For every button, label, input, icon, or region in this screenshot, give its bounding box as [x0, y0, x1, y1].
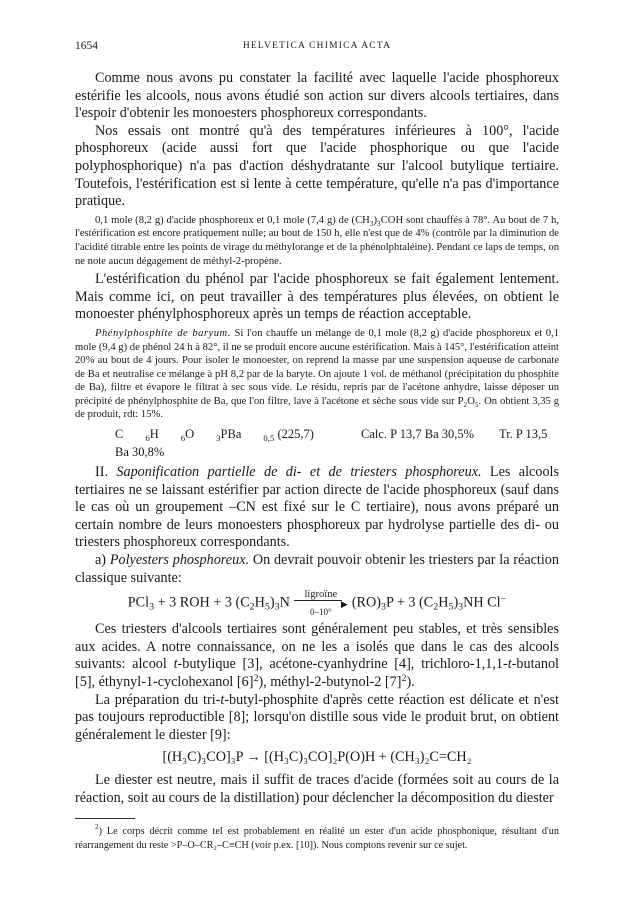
page-number: 1654	[75, 40, 98, 52]
calculated-values: Calc. P 13,7 Ba 30,5%	[361, 427, 475, 442]
paragraph-intro: Comme nous avons pu constater la facilité avec laquelle l'acide phosphoreux estérifie les alcools, nous avons étudié son action sur divers alcools tertiaires, dans l'espoir d'obtenir les monoesters phosphoreux correspondants.	[75, 70, 559, 122]
experimental-note-tbutanol: 0,1 mole (8,2 g) d'acide phosphoreux et 0,1 mole (7,4 g) de $(CH_3)_3COH$ sont chauffés à 78°. Au bout de 7 h, l'estérification est encore pratiquement nulle; au bout de 150 h, elle n'est que de 4% (contrôle par la diminution de l'acidité titrable entre les points de virage du méthylorange et de la phénolphtaléine). Pendant ce laps de temps, on ne note aucun dégagement de méthyl-2-propène.	[75, 214, 559, 267]
page-header	[75, 40, 559, 56]
experimental-note-phenylphosphite: Phénylphosphite de baryum. Si l'on chauffe un mélange de 0,1 mole (8,2 g) d'acide phosphoreux et 0,1 mole (9,4 g) de phénol 24 h à 82°, il ne se produit encore aucune estérification. Mais à 145°, l'estérification atteint 20% au bout de 4 jours. Pour isoler le monoester, on reprend la masse par une suspension aqueuse de carbonate de Ba et neutralise ce mélange à pH 8,2 par de la baryte. On ajoute 1 vol. de méthanol (précipitation du phosphite de Ba), filtre et évapore le filtrat à sec sous vide. Le résidu, repris par de l'acétone anhydre, laisse déposer un précipité de phénylphosphite de Ba, que l'on filtre, lave à l'acétone et sèche sous vide sur $P_2O_5$. On obtient 3,35 g de produit, rdt: 15%.	[75, 327, 559, 421]
analysis-formula	[115, 425, 559, 461]
section-ii-title: Saponification partielle de di- et de triesters phosphoreux.	[116, 464, 482, 481]
subsection-a: a) Polyesters phosphoreux. On devrait pouvoir obtenir les triesters par la réaction classique suivante:	[75, 552, 559, 586]
footnote-2: $^2$) Le corps décrit comme tel est probablement en réalité un ester d'un acide phosphonique, résultant d'un réarrangement du reste >P–O–CR₂–C≡CH (voir p.ex. [10]). Nous comptons revenir sur ce sujet.	[75, 822, 559, 852]
paragraph-phenol: L'estérification du phénol par l'acide phosphoreux se fait également lentement. Mais comme ici, on peut travailler à des températures plus élevées, on obtient le monoester phénylphosphoreux après un temps de réaction acceptable.	[75, 271, 559, 323]
section-ii: II. Saponification partielle de di- et de triesters phosphoreux. Les alcools tertiaires ne se laissant estérifier par action directe de l'acide phosphoreux (sauf dans le cas où un groupement –CN est fixé sur le C tertiaire), nous avons préparé un certain nombre de leurs monoesters phosphoreux par hydrolyse partielle des di- ou triesters phosphoreux correspondants.	[75, 464, 559, 551]
paragraph-tertiary-alcohol: Nos essais ont montré qu'à des températures inférieures à 100°, l'acide phosphoreux (acide aussi fort que l'acide phosphorique ou que l'acide polyphosphorique) n'a pas d'action déshydratante sur l'alcool butylique tertiaire. Toutefois, l'estérification est si lente à cette température, qu'elle n'a pas d'importance pratique.	[75, 122, 559, 210]
page-body	[75, 70, 559, 854]
molecular-formula: C $_6$H $_6$O $_3$PBa $_{0,5}$ (225,7)	[115, 427, 314, 444]
reaction-equation-1: PCl$_3$ + 3 ROH + 3 $(C_2H_5)_3N$ ligroïne ▶ 0–10° $(RO)_3P + 3$ $(C_2H_5)_3NH$ Cl−	[127, 589, 507, 618]
footnote-rule	[75, 818, 135, 819]
subsection-a-title: Polyesters phosphoreux.	[109, 552, 250, 569]
paragraph-diester: Le diester est neutre, mais il suffit de traces d'acide (formées soit au cours de la réaction, soit au cours de la distillation) pour déclencher la décomposition du diester	[75, 772, 559, 806]
found-values: Tr. P 13,5 Ba 30,8%	[115, 427, 548, 460]
paragraph-preparation: La préparation du tri-t-butyl-phosphite d'après cette réaction est délicate et n'est pas toujours reproductible [8]; lorsqu'on distille sous vide le produit brut, on obtient généralement le diester [9]:	[75, 691, 559, 743]
experimental-title: Phénylphosphite de baryum.	[95, 327, 231, 339]
journal-title: HELVETICA CHIMICA ACTA	[242, 41, 392, 51]
reaction-equation-2: [(H₃C)₃CO]₃P → [(H₃C)₃CO]₂P(O)H + (CH₃)₂C=CH₂	[162, 749, 472, 766]
paragraph-triesters: Ces triesters d'alcools tertiaires sont généralement peu stables, et très sensibles aux acides. A notre connaissance, on ne les a isolés que dans le cas des alcools suivants: alcool t-butylique [3], acétone-cyanhydrine [4], trichloro-1,1,1-t-butanol [5], éthynyl-1-cyclohexanol $[6]^2$), méthyl-2-butynol-2 $[7]^2$).	[75, 621, 559, 690]
reaction-arrow: ligroïne ▶ 0–10°	[294, 593, 348, 613]
